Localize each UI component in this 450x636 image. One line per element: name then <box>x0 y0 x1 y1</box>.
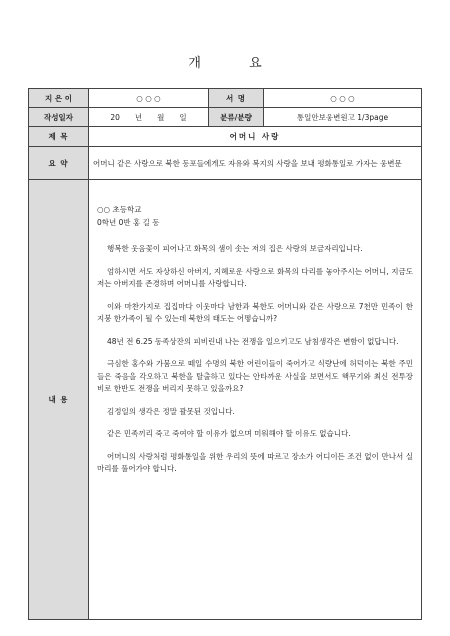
paragraph: 행복한 웃음꽃이 피어나고 화목의 샘이 솟는 저의 집은 사랑의 보금자리입니다. <box>107 244 363 253</box>
category-value: 통일안보웅변원고 1/3page <box>264 108 422 127</box>
paragraph: 어머니의 사랑처럼 평화통일을 위한 우리의 뜻에 따르고 장소가 어디이든 조건 없이 만나서 실마리를 풀어가야 합니다. <box>97 451 413 473</box>
content-label: 내 용 <box>29 180 89 620</box>
category-label: 분류/분량 <box>209 108 264 127</box>
paragraph: 김정일의 생각은 정말 괄못된 것입니다. <box>107 406 235 416</box>
summary-row <box>29 147 422 180</box>
author-value: ○ ○ ○ <box>89 89 209 108</box>
title-value: 어머니 사랑 <box>89 127 422 147</box>
page-title: 개 요 <box>188 56 284 71</box>
overview-form <box>28 88 422 620</box>
paragraph: 이와 마찬가지로 집집마다 이웃마다 남한과 북한도 어머니와 같은 사랑으로 7천만 민족이 한 지붕 한가족이 될 수 있는데 북한의 태도는 어떻습니까? <box>97 301 413 323</box>
content-body <box>89 180 422 620</box>
date-label: 작성일자 <box>29 108 89 127</box>
paragraph: 엄하시면 서도 자상하신 아버지, 지혜로운 사랑으로 화목의 다리를 놓아주시는 어머니, 지금도 저는 아버지를 존경하며 어머니를 사랑합니다. <box>97 266 413 288</box>
title-label: 제 목 <box>29 127 89 147</box>
name-value: ○ ○ ○ <box>264 89 422 108</box>
paragraph: 48년 전 6.25 동족상잔의 피비린내 나는 전쟁을 일으키고도 남침생각은 변함이 없답니다. <box>107 336 399 346</box>
date-value: 20 년 월 일 <box>89 108 209 127</box>
title-row <box>29 127 422 147</box>
paragraph: 극심한 홍수와 가뭄으로 떼일 수명의 북한 어린이들이 죽어가고 식량난에 허덕이는 북한 주민들은 죽음을 각오하고 북한을 탈출하고 있다는 안타까운 사실을 보면서도 핵무기와 최신 전투장비로 한반도 전쟁을 버리지 못하고 있을까요? <box>97 359 413 393</box>
content-row <box>29 180 422 620</box>
author-label: 지 은 이 <box>29 89 89 108</box>
author-row <box>29 89 422 108</box>
summary-value: 어머니 같은 사랑으로 북한 동포들에게도 자유와 복지의 사랑을 보내 평화통일로 가자는 웅변문 <box>89 147 422 180</box>
name-label: 서 명 <box>209 89 264 108</box>
summary-label: 요 약 <box>29 147 89 180</box>
school-name: ○○ 초등학교 <box>97 205 142 214</box>
student-name: 0학년 0반 홍 길 동 <box>97 217 160 227</box>
date-row <box>29 108 422 127</box>
paragraph: 같은 민족끼리 죽고 죽여야 할 이유가 없으며 미워해야 할 이유도 없습니다. <box>107 429 351 438</box>
